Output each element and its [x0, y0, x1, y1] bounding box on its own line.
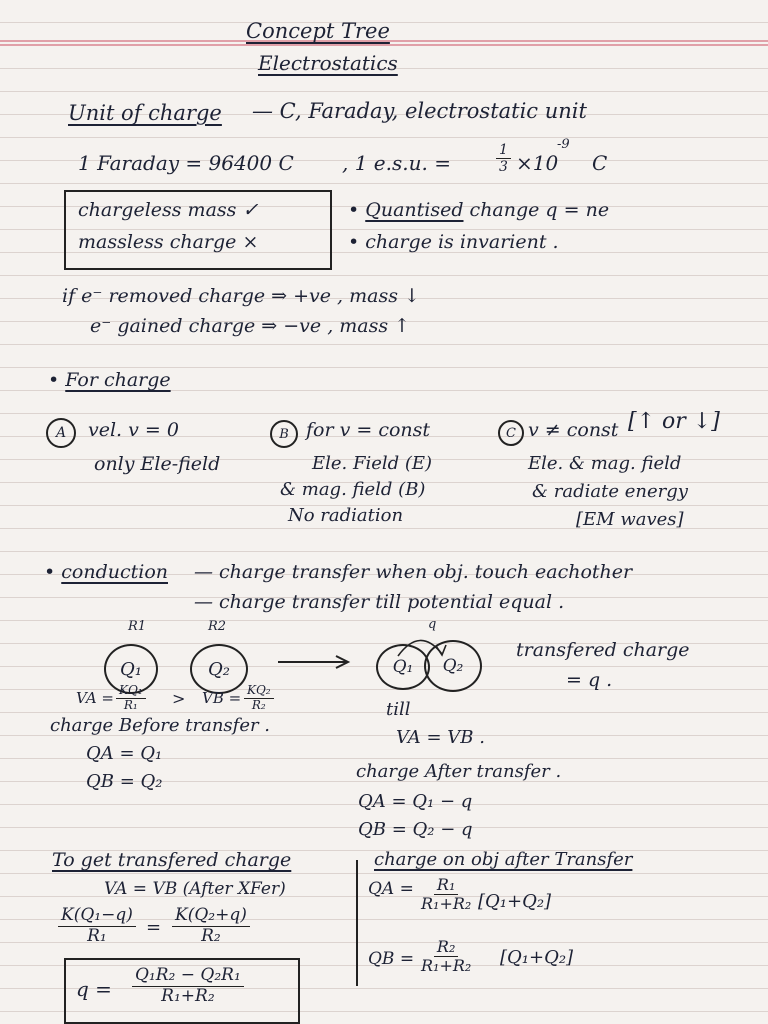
label-r2: R2: [208, 619, 227, 634]
transferred-label: transfered charge: [516, 639, 690, 661]
case-c-head: v ≠ const: [528, 419, 619, 441]
units-list: — C, Faraday, electrostatic unit: [252, 99, 587, 123]
esu-fraction-den: 3: [499, 159, 508, 176]
case-a-line-1: only Ele-field: [94, 453, 221, 475]
after-label: charge After transfer .: [356, 761, 562, 782]
esu-exponent: -9: [557, 137, 570, 152]
page-title: Concept Tree: [246, 19, 390, 43]
case-b-line-2: & mag. field (B): [280, 479, 426, 500]
bullet-invariant: • charge is invarient .: [348, 231, 559, 253]
result-q-prefix: q =: [76, 977, 112, 1001]
quantised-rest: change q = ne: [469, 199, 610, 221]
case-c-bracket: [↑ or ↓]: [628, 409, 720, 434]
onobj-qb-prefix: QB =: [368, 949, 415, 969]
case-c-marker: C: [498, 420, 524, 446]
after-qa: QA = Q₁ − q: [358, 791, 473, 812]
vb-fraction: [244, 684, 274, 713]
case-b-line-3: No radiation: [288, 505, 404, 526]
margin-line-top-2: [0, 44, 768, 46]
box-line-1: chargeless mass ✓: [78, 199, 259, 221]
potential-equal: VA = VB .: [396, 727, 485, 748]
label-q: q: [428, 617, 437, 632]
case-c-line-1: Ele. & mag. field: [528, 453, 682, 474]
esu-unit: C: [592, 151, 608, 175]
result-num: Q₁R₂ − Q₂R₁: [132, 966, 244, 987]
gt-sign: >: [172, 689, 186, 708]
toget-lhs-den: R₁: [87, 925, 107, 946]
esu-fraction: [496, 142, 511, 175]
toget-lhs-num: K(Q₁−q): [58, 906, 136, 927]
units-heading: Unit of charge: [68, 101, 222, 125]
onobj-qb-num: R₂: [434, 938, 458, 957]
onobj-qa-fraction: [418, 876, 474, 914]
sphere-q1-touching: Q₁: [376, 644, 430, 690]
toget-line-1: VA = VB (After XFer): [104, 879, 286, 899]
toget-rhs-den: R₂: [201, 925, 221, 946]
onobj-qa-rest: [Q₁+Q₂]: [478, 891, 552, 912]
quantised-word: Quantised: [365, 199, 464, 221]
for-charge-bullet: • For charge: [48, 369, 171, 391]
va-fraction: [116, 684, 146, 713]
box-line-2: massless charge ×: [78, 231, 259, 253]
sphere-q2-touching: Q₂: [424, 640, 482, 692]
result-den: R₁+R₂: [161, 985, 215, 1006]
case-b-line-1: Ele. Field (E): [312, 453, 433, 474]
vb-prefix: VB =: [202, 689, 242, 707]
case-a-marker: A: [46, 418, 76, 448]
conduction-line-1: — charge transfer when obj. touch eachother: [194, 561, 633, 583]
onobj-qa-den: R₁+R₂: [421, 894, 472, 914]
sphere-q2: Q₂: [190, 644, 248, 694]
page-subtitle: Electrostatics: [258, 51, 398, 75]
toget-rhs-fraction: [172, 906, 250, 946]
bullet-quantised: • Quantised change q = ne: [348, 199, 610, 221]
transfer-arrow-icon: [276, 652, 352, 672]
toget-lhs-fraction: [58, 906, 136, 946]
esu-power: ×10: [516, 151, 559, 175]
case-b-marker: B: [270, 420, 298, 448]
for-charge-heading: For charge: [65, 369, 171, 391]
invariant-text: charge is invarient .: [365, 231, 559, 253]
onobj-qa-num: R₁: [434, 876, 458, 895]
electron-gained: e⁻ gained charge ⇒ −ve , mass ↑: [90, 315, 411, 337]
till-label: till: [386, 699, 411, 720]
vb-den: R₂: [251, 697, 266, 712]
toget-rhs-num: K(Q₂+q): [172, 906, 250, 927]
before-qb: QB = Q₂: [86, 771, 163, 792]
label-r1: R1: [128, 619, 147, 634]
esu-prefix: , 1 e.s.u. =: [342, 151, 451, 175]
result-fraction: [132, 966, 244, 1006]
case-c-line-3: [EM waves]: [576, 509, 684, 530]
after-qb: QB = Q₂ − q: [358, 819, 473, 840]
va-den: R₁: [123, 697, 138, 712]
electron-removed: if e⁻ removed charge ⇒ +ve , mass ↓: [62, 285, 420, 307]
faraday-value: 1 Faraday = 96400 C: [78, 151, 294, 175]
transferred-eq: = q .: [566, 669, 613, 691]
conduction-line-2: — charge transfer till potential equal .: [194, 591, 565, 613]
before-qa: QA = Q₁: [86, 743, 163, 764]
onobj-qb-den: R₁+R₂: [421, 956, 472, 976]
esu-fraction-num: 1: [496, 142, 511, 159]
case-b-head: for v = const: [306, 419, 431, 441]
case-a-head: vel. v = 0: [88, 419, 179, 441]
toget-equals: =: [146, 917, 162, 938]
conduction-bullet: • conduction: [44, 561, 168, 583]
toget-heading: To get transfered charge: [52, 849, 292, 871]
vb-num: KQ₂: [244, 684, 274, 699]
column-divider: [356, 860, 358, 986]
onobj-qb-fraction: [418, 938, 474, 976]
case-c-line-2: & radiate energy: [532, 481, 688, 502]
onobj-heading: charge on obj after Transfer: [374, 849, 633, 870]
charge-flow-arrow-icon: [392, 630, 452, 660]
sphere-q1: Q₁: [104, 644, 158, 694]
va-prefix: VA =: [76, 689, 114, 707]
onobj-qa-prefix: QA =: [368, 879, 414, 899]
va-num: KQ₁: [116, 684, 146, 699]
before-label: charge Before transfer .: [50, 715, 271, 736]
onobj-qb-rest: [Q₁+Q₂]: [500, 947, 574, 968]
conduction-heading: conduction: [61, 561, 168, 583]
